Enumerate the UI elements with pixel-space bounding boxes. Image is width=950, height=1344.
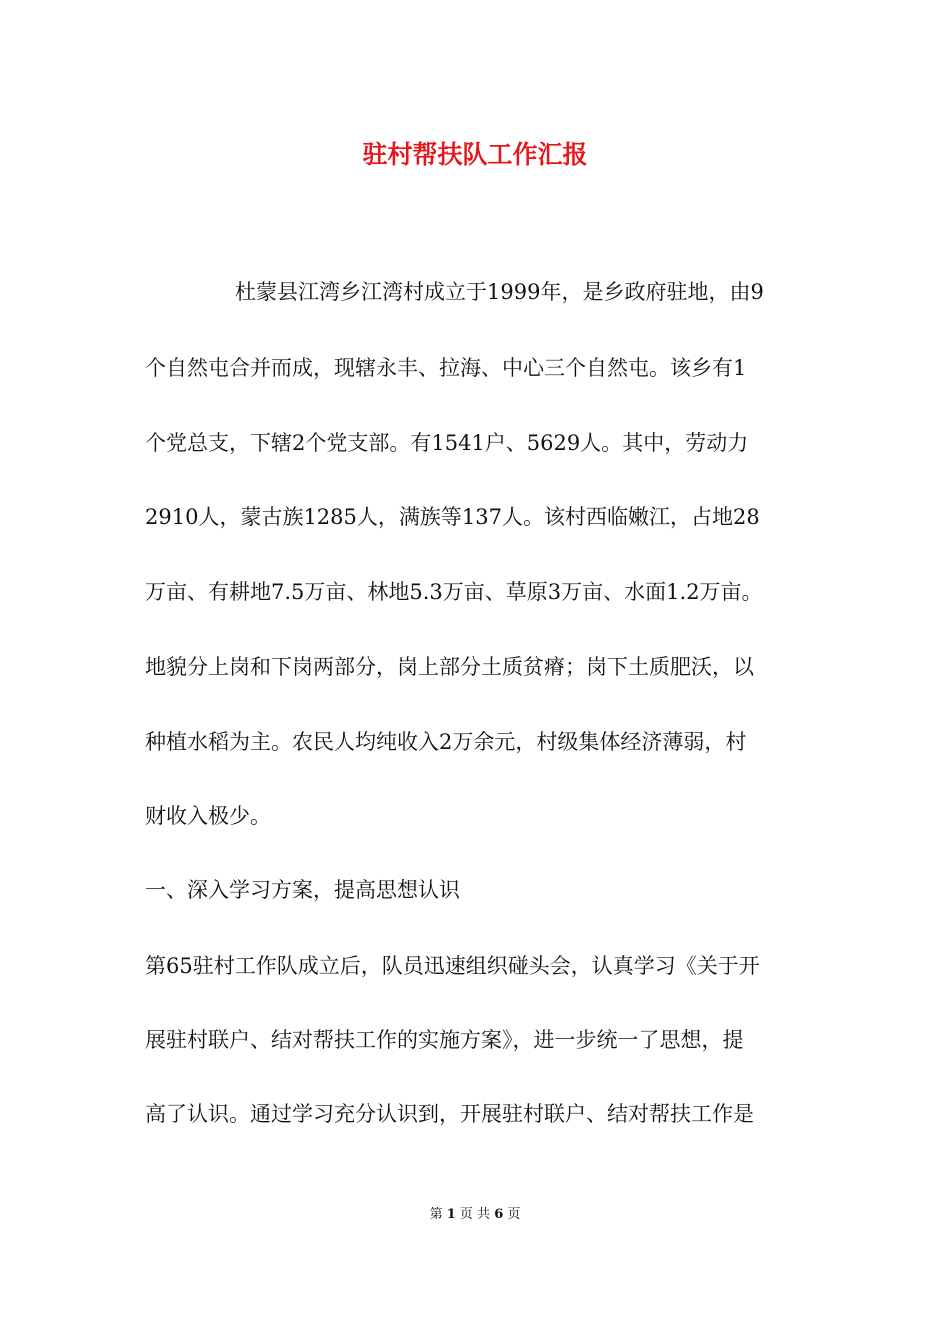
total-page-count: 6 [494,1207,504,1222]
paragraph-line: 第65驻村工作队成立后，队员迅速组织碰头会，认真学习《关于开 [145,954,760,978]
footer-suffix: 页 [507,1207,521,1222]
paragraph-line: 高了认识。通过学习充分认识到，开展驻村联户、结对帮扶工作是 [145,1102,754,1126]
paragraph-line: 2910人，蒙古族1285人，满族等137人。该村西临嫩江，占地28 [145,505,760,529]
footer-prefix: 第 [429,1207,443,1222]
paragraph-line: 个党总支，下辖2个党支部。有1541户、5629人。其中，劳动力 [145,431,749,455]
footer-middle: 页 共 [459,1207,491,1222]
paragraph-line: 个自然屯合并而成，现辖永丰、拉海、中心三个自然屯。该乡有1 [145,356,747,380]
paragraph-line: 地貌分上岗和下岗两部分，岗上部分土质贫瘠；岗下土质肥沃，以 [145,655,754,679]
page-footer [0,1205,950,1225]
paragraph-line: 财收入极少。 [145,804,271,828]
current-page-number: 1 [446,1207,456,1222]
paragraph-line: 杜蒙县江湾乡江湾村成立于1999年，是乡政府驻地，由9 [235,280,764,304]
paragraph-line: 万亩、有耕地7.5万亩、林地5.3万亩、草原3万亩、水面1.2万亩。 [145,580,763,604]
section-heading: 一、深入学习方案，提高思想认识 [145,878,460,902]
document-title: 驻村帮扶队工作汇报 [362,140,588,169]
paragraph-line: 展驻村联户、结对帮扶工作的实施方案》，进一步统一了思想，提 [145,1028,744,1052]
paragraph-line: 种植水稻为主。农民人均纯收入2万余元，村级集体经济薄弱，村 [145,730,747,754]
